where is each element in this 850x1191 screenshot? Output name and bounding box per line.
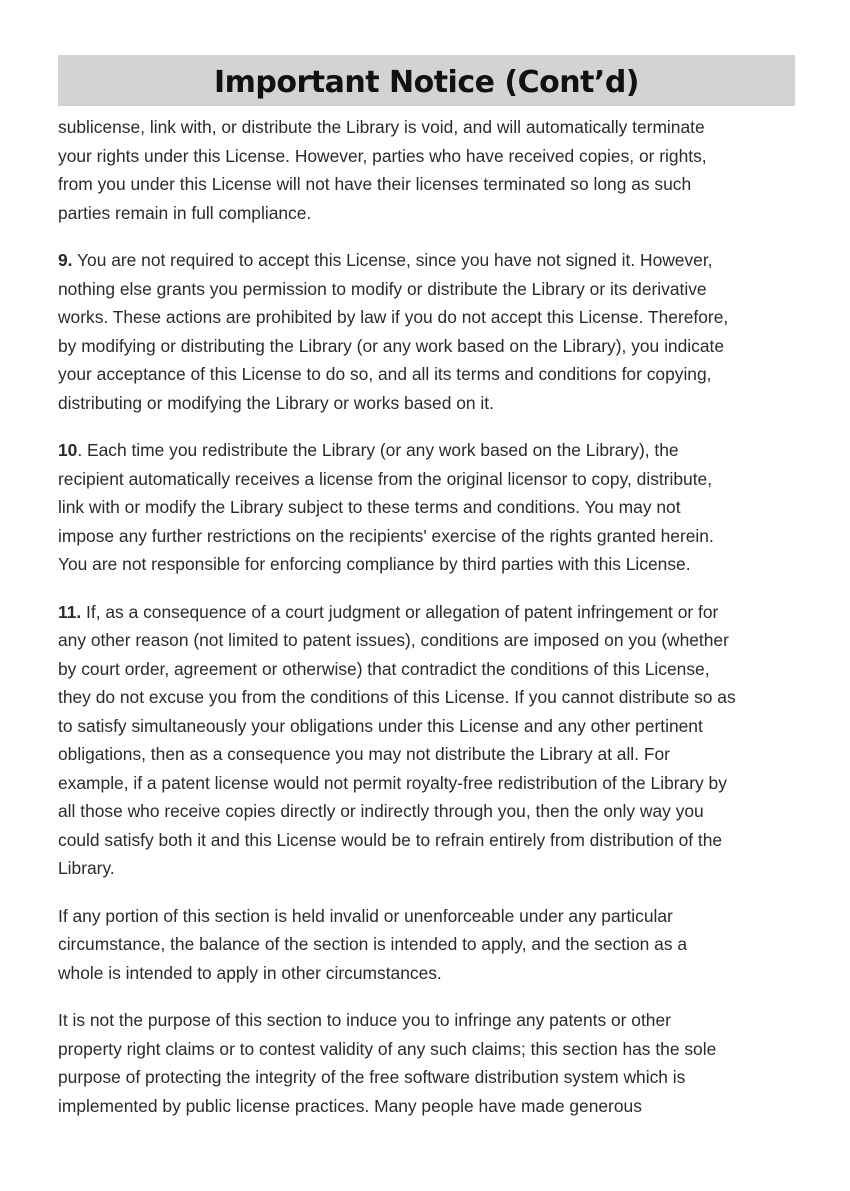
text-line: your rights under this License. However, parties who have received copies, or rights, bbox=[58, 145, 707, 166]
text-line: sublicense, link with, or distribute the Library is void, and will automatically terminate bbox=[58, 117, 705, 137]
text-line: purpose of protecting the integrity of the free software distribution system which is bbox=[58, 1067, 686, 1087]
text-line: impose any further restrictions on the recipients' exercise of the rights granted herein. bbox=[58, 525, 714, 546]
text-line bbox=[58, 246, 803, 275]
text-line: your acceptance of this License to do so, and all its terms and conditions for copying, bbox=[58, 364, 712, 384]
paragraph-section-10 bbox=[58, 436, 803, 579]
text-line: If any portion of this section is held invalid or unenforceable under any particular bbox=[58, 905, 673, 926]
text-line bbox=[58, 436, 803, 465]
section-number: 9. bbox=[58, 250, 73, 270]
text-line: works. These actions are prohibited by law if you do not accept this License. Therefore, bbox=[58, 307, 729, 327]
page-title: Important Notice (Cont’d) bbox=[213, 65, 640, 100]
text-line: whole is intended to apply in other circumstances. bbox=[58, 962, 442, 983]
text-line: to satisfy simultaneously your obligations under this License and any other pertinent bbox=[58, 715, 703, 736]
text-line: by court order, agreement or otherwise) that contradict the conditions of this License, bbox=[58, 658, 710, 679]
text-line: example, if a patent license would not permit royalty-free redistribution of the Library by bbox=[58, 772, 727, 793]
text-line: distributing or modifying the Library or works based on it. bbox=[58, 392, 494, 413]
text-line: circumstance, the balance of the section is intended to apply, and the section as a bbox=[58, 934, 688, 954]
text-line: could satisfy both it and this License would be to refrain entirely from distribution of the bbox=[58, 829, 723, 850]
text-line-content: You are not required to accept this License, since you have not signed it. However, bbox=[72, 250, 713, 270]
title-bar bbox=[58, 55, 795, 106]
text-line: by modifying or distributing the Library (or any work based on the Library), you indicate bbox=[58, 335, 725, 356]
text-line: Library. bbox=[58, 858, 115, 878]
text-line-content: If, as a consequence of a court judgment or allegation of patent infringement or for bbox=[81, 601, 719, 622]
paragraph-section-11 bbox=[58, 598, 803, 883]
text-line: It is not the purpose of this section to induce you to infringe any patents or other bbox=[58, 1010, 671, 1030]
paragraph-purpose bbox=[58, 1006, 803, 1120]
text-line bbox=[58, 598, 803, 627]
text-line: they do not excuse you from the conditions of this License. If you cannot distribute so as bbox=[58, 687, 736, 707]
text-line: implemented by public license practices. Many people have made generous bbox=[58, 1095, 642, 1116]
text-line: parties remain in full compliance. bbox=[58, 202, 312, 223]
text-line-content: . Each time you redistribute the Library (or any work based on the Library), the bbox=[77, 440, 679, 460]
document-body bbox=[58, 113, 803, 1139]
paragraph-continuation bbox=[58, 113, 803, 227]
text-line: property right claims or to contest validity of any such claims; this section has the sole bbox=[58, 1038, 717, 1059]
text-line: recipient automatically receives a license from the original licensor to copy, distribute, bbox=[58, 468, 713, 489]
text-line: link with or modify the Library subject to these terms and conditions. You may not bbox=[58, 497, 681, 517]
text-line: nothing else grants you permission to modify or distribute the Library or its derivative bbox=[58, 278, 707, 299]
section-number: 11. bbox=[58, 601, 82, 622]
text-line: all those who receive copies directly or indirectly through you, then the only way you bbox=[58, 801, 704, 821]
section-number: 10 bbox=[58, 440, 78, 460]
text-line: obligations, then as a consequence you may not distribute the Library at all. For bbox=[58, 744, 670, 764]
text-line: any other reason (not limited to patent issues), conditions are imposed on you (whether bbox=[58, 630, 729, 650]
text-line: You are not responsible for enforcing compliance by third parties with this License. bbox=[58, 554, 691, 574]
text-line: from you under this License will not have their licenses terminated so long as such bbox=[58, 174, 692, 194]
paragraph-section-9 bbox=[58, 246, 803, 417]
paragraph-invalid-portion bbox=[58, 902, 803, 988]
